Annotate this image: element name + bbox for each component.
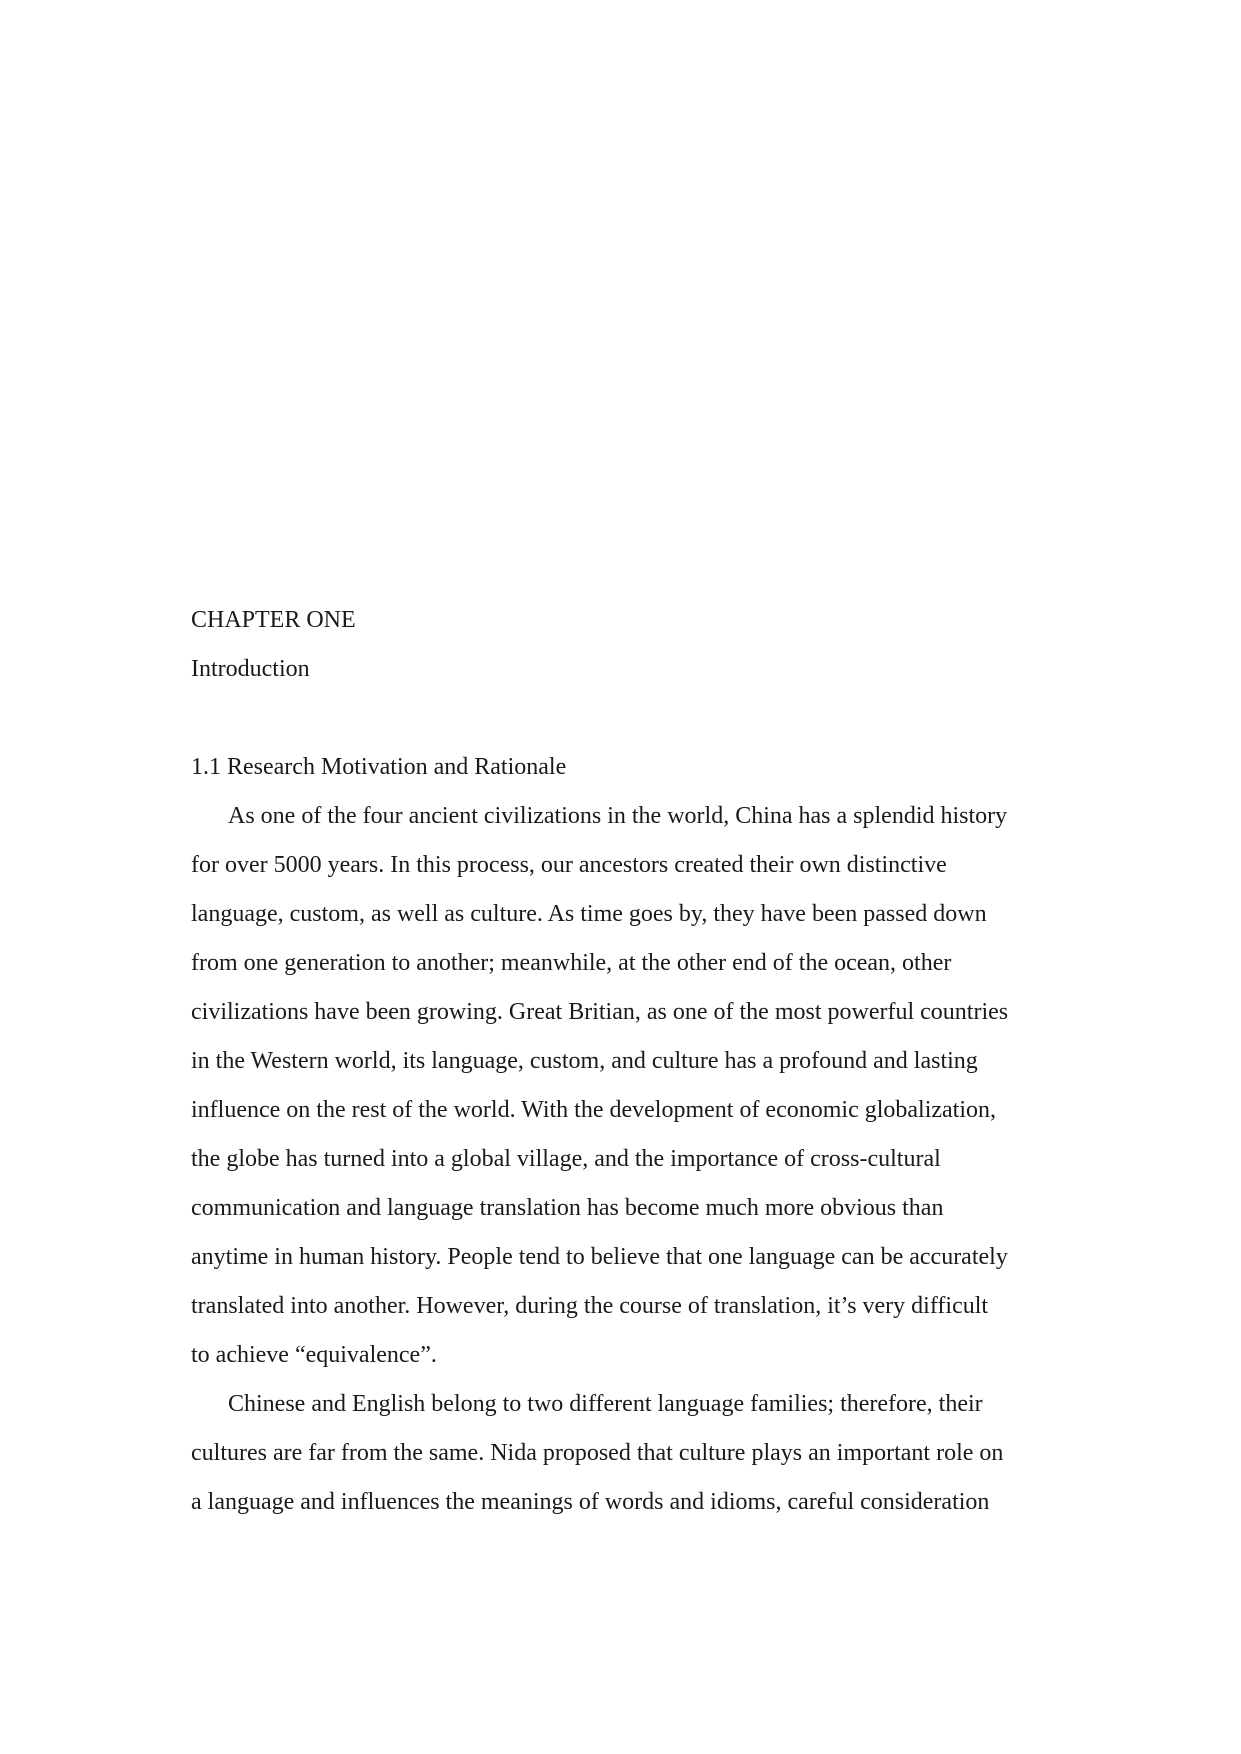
paragraph-line: the globe has turned into a global village, and the importance of cross-cultural: [191, 1146, 941, 1172]
paragraph-1: [191, 792, 1051, 1380]
paragraph-line: communication and language translation has become much more obvious than: [191, 1195, 944, 1221]
section-heading: 1.1 Research Motivation and Rationale: [191, 754, 567, 780]
paragraph-line: Chinese and English belong to two different language families; therefore, their: [228, 1391, 983, 1417]
paragraph-2: [191, 1380, 1051, 1527]
chapter-title: Introduction: [191, 656, 310, 682]
paragraph-line: language, custom, as well as culture. As time goes by, they have been passed down: [191, 901, 987, 927]
paragraph-line: a language and influences the meanings of words and idioms, careful consideration: [191, 1489, 990, 1515]
paragraph-line: cultures are far from the same. Nida proposed that culture plays an important role on: [191, 1440, 1004, 1466]
paragraph-line: for over 5000 years. In this process, our ancestors created their own distinctive: [191, 852, 947, 878]
paragraph-line: to achieve “equivalence”.: [191, 1342, 437, 1368]
paragraph-line: in the Western world, its language, custom, and culture has a profound and lasting: [191, 1048, 978, 1074]
chapter-number: CHAPTER ONE: [191, 607, 356, 633]
paragraph-line: from one generation to another; meanwhile, at the other end of the ocean, other: [191, 950, 952, 976]
page-content: [191, 596, 1051, 1527]
paragraph-line: anytime in human history. People tend to believe that one language can be accurately: [191, 1244, 1008, 1270]
paragraph-line: civilizations have been growing. Great Britian, as one of the most powerful countries: [191, 999, 1009, 1025]
paragraph-line: As one of the four ancient civilizations in the world, China has a splendid history: [228, 803, 1008, 829]
spacer: [191, 694, 1051, 743]
paragraph-line: translated into another. However, during the course of translation, it’s very difficult: [191, 1293, 989, 1319]
paragraph-line: influence on the rest of the world. With the development of economic globalization,: [191, 1097, 997, 1123]
